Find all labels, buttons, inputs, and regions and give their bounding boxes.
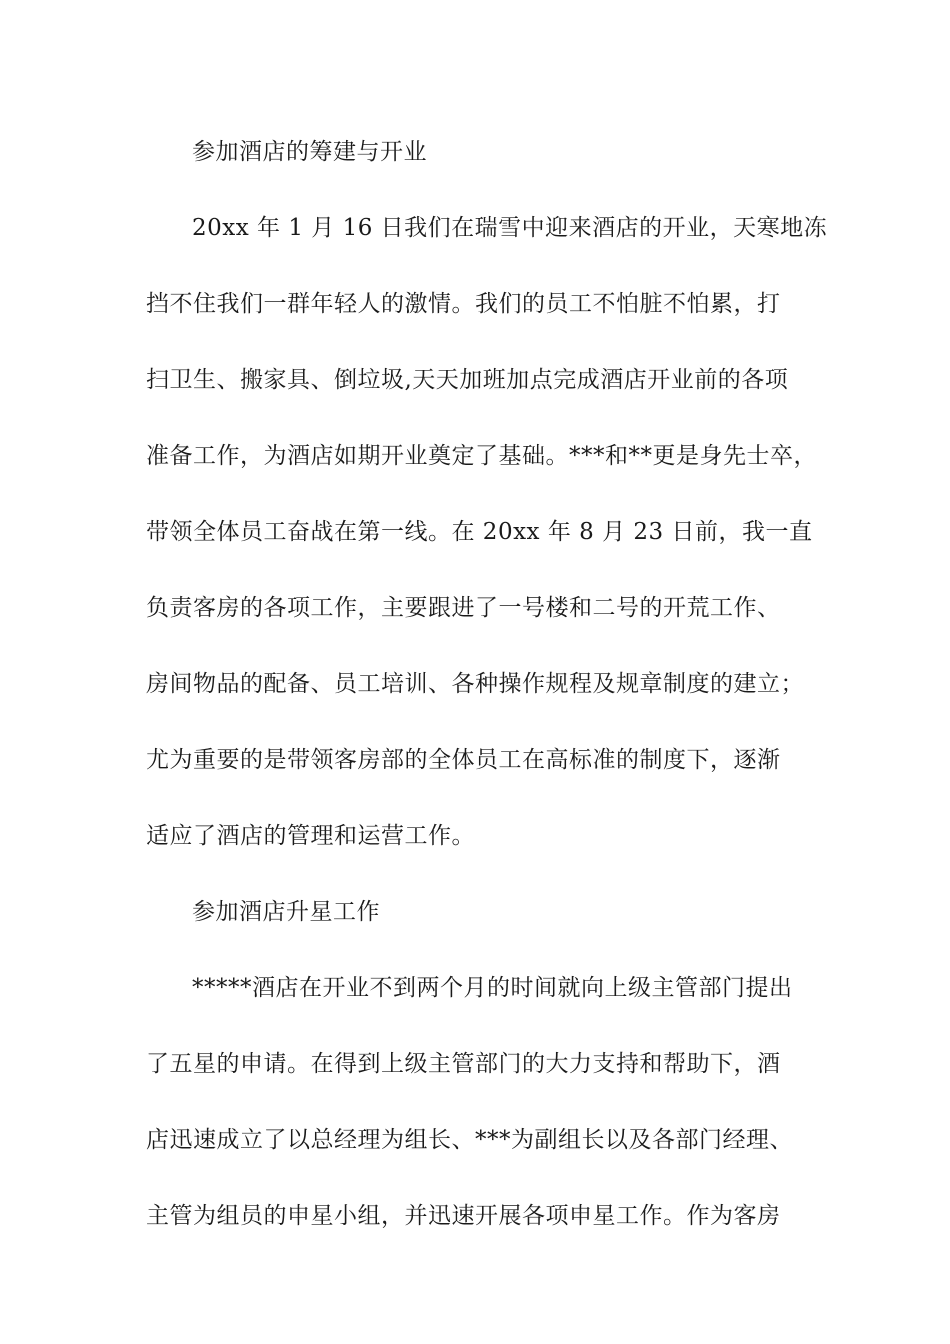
document-body xyxy=(146,125,828,1265)
text-line: 主管为组员的申星小组，并迅速开展各项申星工作。作为客房 xyxy=(146,1203,781,1229)
text-line: 扫卫生、搬家具、倒垃圾,天天加班加点完成酒店开业前的各项 xyxy=(146,367,789,393)
section-heading-opening: 参加酒店的筹建与开业 xyxy=(192,139,427,165)
text-line: 准备工作，为酒店如期开业奠定了基础。***和**更是身先士卒， xyxy=(146,443,817,469)
text-line: 挡不住我们一群年轻人的激情。我们的员工不怕脏不怕累，打 xyxy=(146,291,781,317)
text-line: 店迅速成立了以总经理为组长、***为副组长以及各部门经理、 xyxy=(146,1127,793,1153)
text-line: 了五星的申请。在得到上级主管部门的大力支持和帮助下，酒 xyxy=(146,1051,781,1077)
text-line: 负责客房的各项工作，主要跟进了一号楼和二号的开荒工作、 xyxy=(146,595,781,621)
text-line: 尤为重要的是带领客房部的全体员工在高标准的制度下，逐渐 xyxy=(146,747,781,773)
text-line: 带领全体员工奋战在第一线。在 20xx 年 8 月 23 日前，我一直 xyxy=(146,519,813,545)
text-line: 适应了酒店的管理和运营工作。 xyxy=(146,823,475,849)
text-line: *****酒店在开业不到两个月的时间就向上级主管部门提出 xyxy=(192,975,793,1001)
paragraph-opening xyxy=(146,201,828,863)
text-line: 房间物品的配备、员工培训、各种操作规程及规章制度的建立； xyxy=(146,671,804,697)
text-line: 20xx 年 1 月 16 日我们在瑞雪中迎来酒店的开业，天寒地冻 xyxy=(192,215,828,241)
section-heading-star-rating: 参加酒店升星工作 xyxy=(192,899,380,925)
paragraph-star-rating xyxy=(146,961,810,1243)
